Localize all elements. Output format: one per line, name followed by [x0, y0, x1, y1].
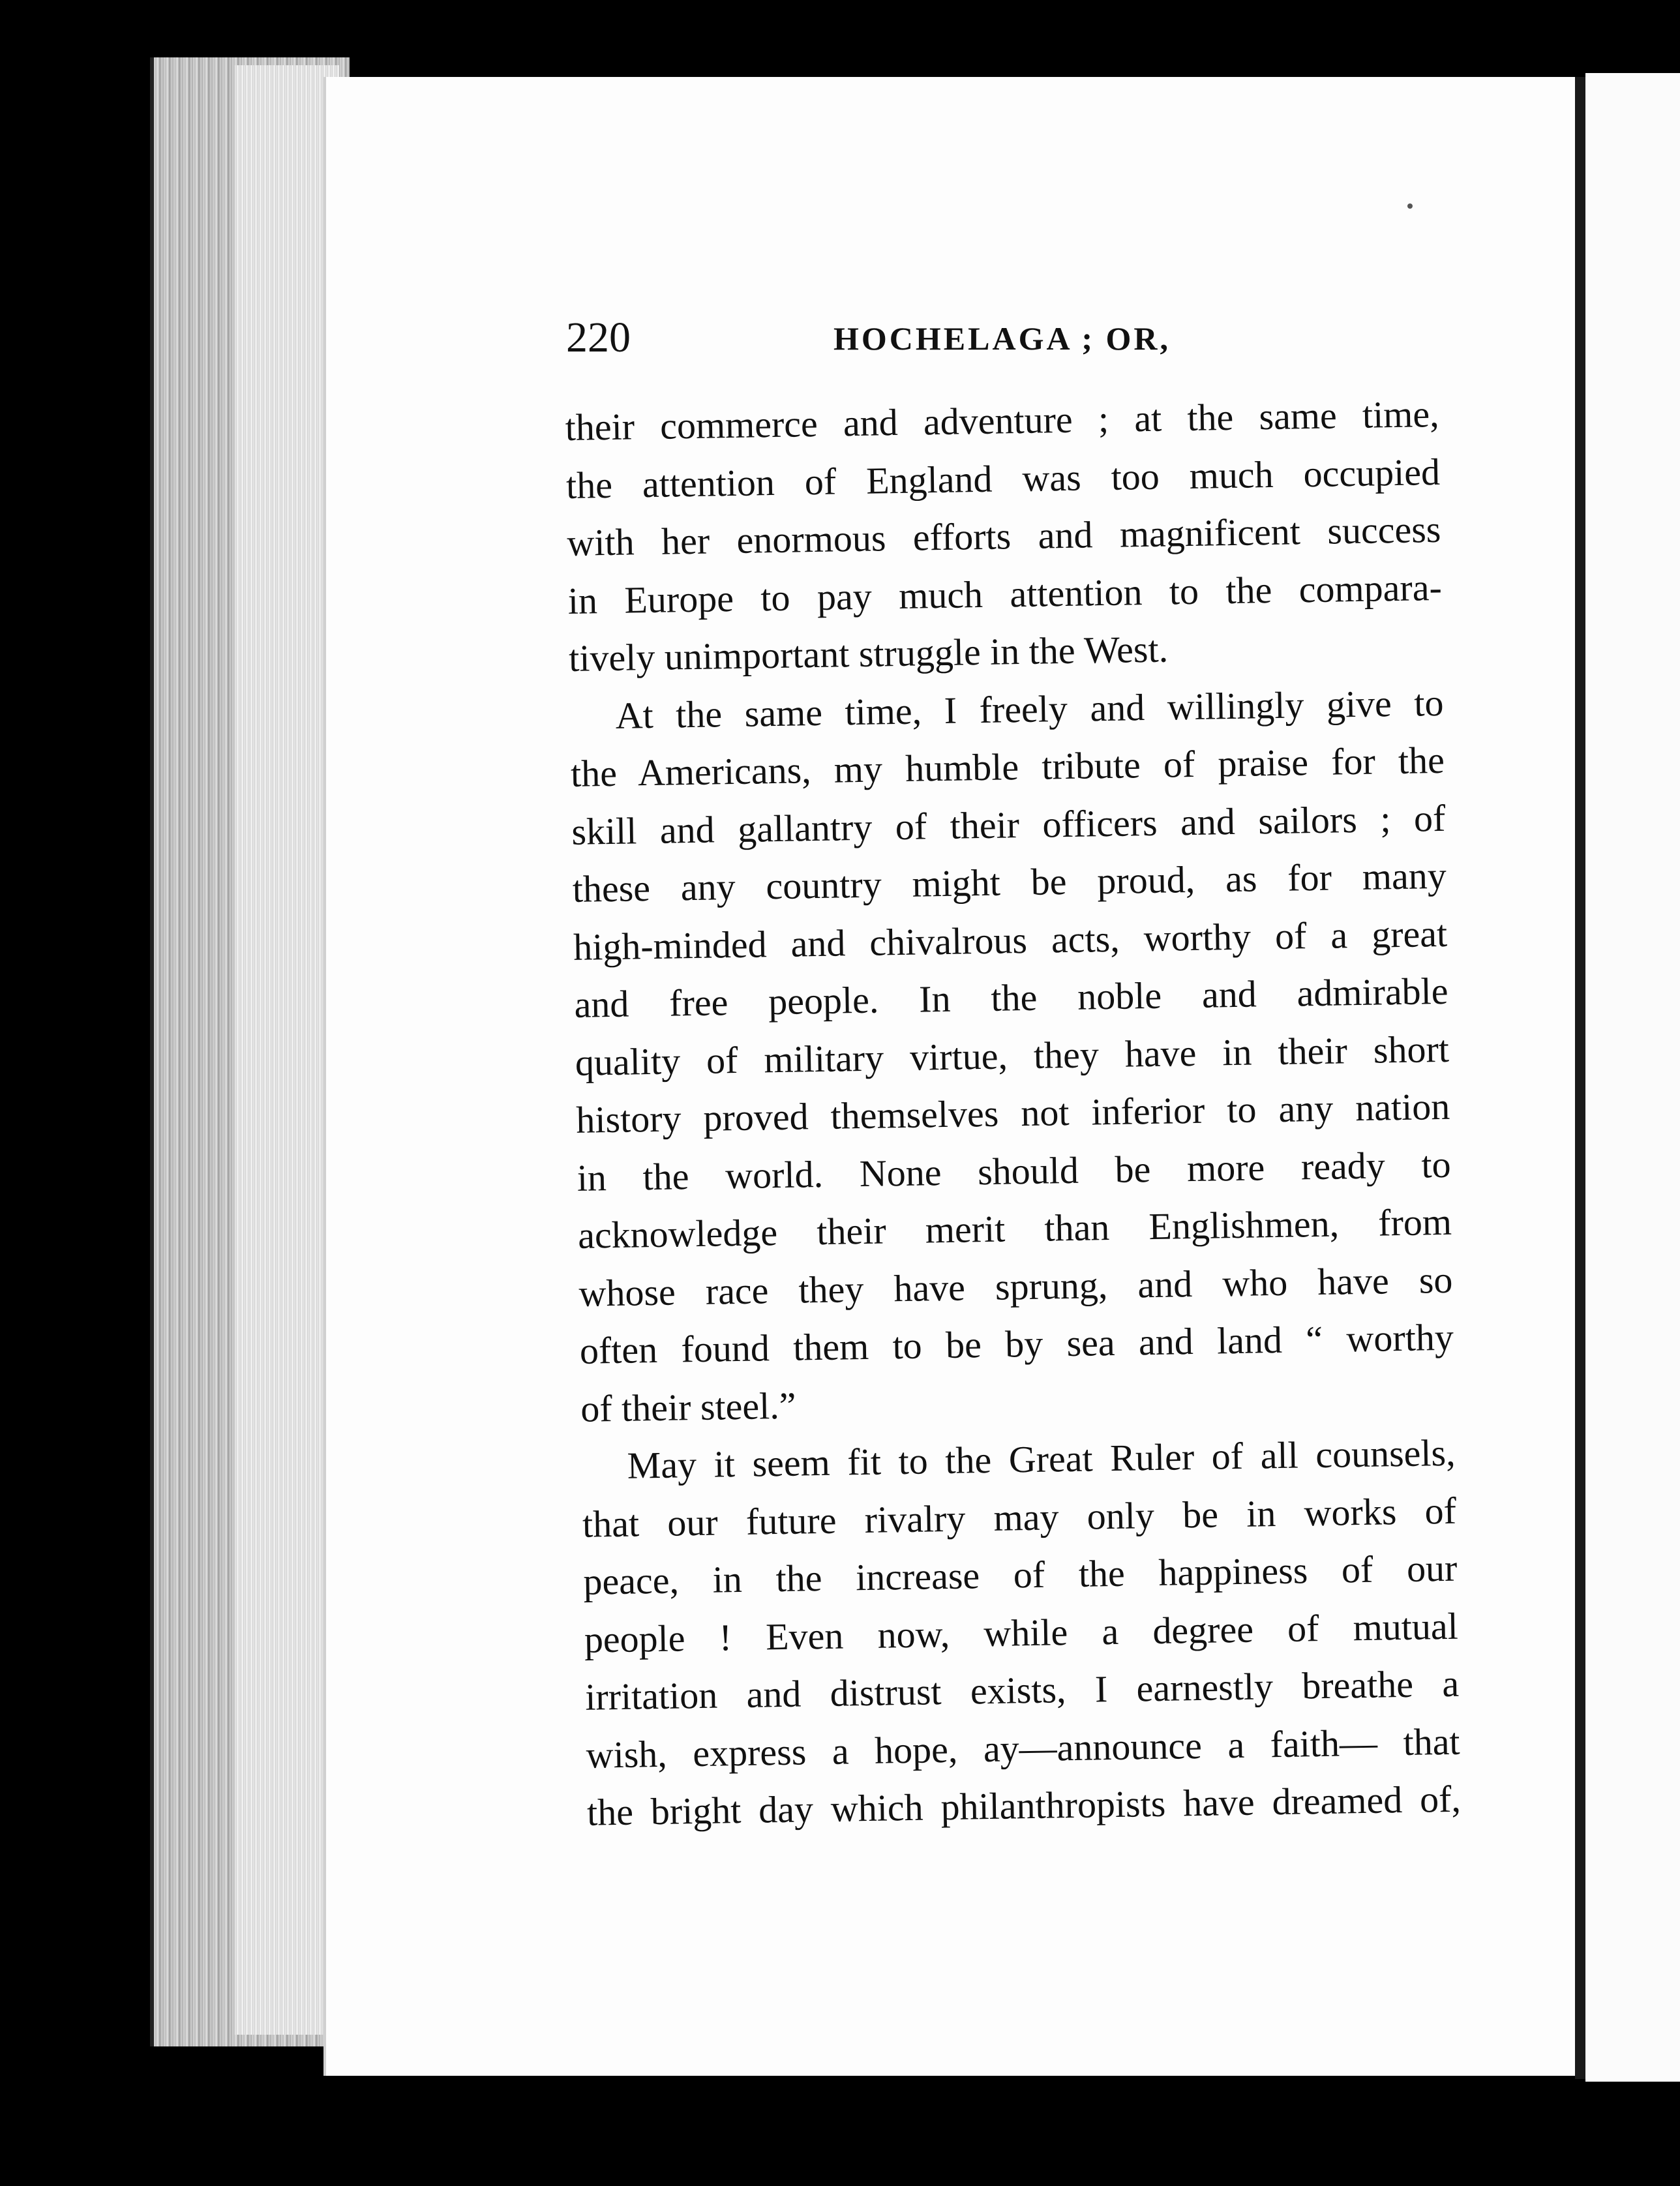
- text-line: people ! Even now, while a degree of mutual: [584, 1604, 1459, 1661]
- text-line: peace, in the increase of the happiness of our: [582, 1546, 1458, 1603]
- ink-speck: [1407, 203, 1413, 209]
- text-line: tively unimportant struggle in the West.: [568, 627, 1169, 680]
- text-line: whose race they have sprung, and who have so: [578, 1258, 1453, 1315]
- text-line: and free people. In the noble and admirable: [574, 969, 1448, 1026]
- text-line: irritation and distrust exists, I earnestly breathe a: [584, 1662, 1460, 1718]
- text-line: often found them to be by sea and land “ worthy: [579, 1315, 1454, 1372]
- text-line: At the same time, I freely and willingly give to: [615, 681, 1444, 737]
- running-head: HOCHELAGA ; OR,: [833, 320, 1171, 357]
- text-line: the Americans, my humble tribute of praise for the: [570, 738, 1445, 795]
- text-line: of their steel.”: [580, 1384, 796, 1430]
- text-line: in Europe to pay much attention to the compara-: [567, 565, 1443, 622]
- text-line: history proved themselves not inferior to any nation: [575, 1085, 1450, 1141]
- text-line: the bright day which philanthropists have dreamed of,: [586, 1777, 1462, 1834]
- text-line: acknowledge their merit than Englishmen, from: [577, 1200, 1452, 1257]
- page-number: 220: [566, 314, 631, 361]
- text-line: skill and gallantry of their officers and sailors ; of: [571, 796, 1446, 853]
- gutter-shadow: [1575, 77, 1585, 2079]
- text-line: with her enormous efforts and magnificent success: [566, 507, 1441, 564]
- body-text: [565, 385, 1462, 1842]
- text-line: in the world. None should be more ready to: [577, 1143, 1452, 1199]
- text-line: these any country might be proud, as for many: [572, 854, 1447, 910]
- text-line: high-minded and chivalrous acts, worthy of a great: [573, 912, 1448, 968]
- page-header: [566, 312, 1414, 364]
- facing-page-edge: [1585, 73, 1680, 2082]
- text-line: their commerce and adventure ; at the same time,: [565, 392, 1440, 449]
- text-line: wish, express a hope, ay—announce a faith— that: [586, 1720, 1461, 1776]
- page-block-inner-edges: [235, 65, 339, 2035]
- text-line: that our future rivalry may only be in works of: [582, 1489, 1457, 1546]
- text-line: the attention of England was too much occupied: [565, 450, 1441, 507]
- text-line: quality of military virtue, they have in their short: [575, 1027, 1450, 1084]
- text-line: May it seem fit to the Great Ruler of all counsels,: [627, 1431, 1456, 1487]
